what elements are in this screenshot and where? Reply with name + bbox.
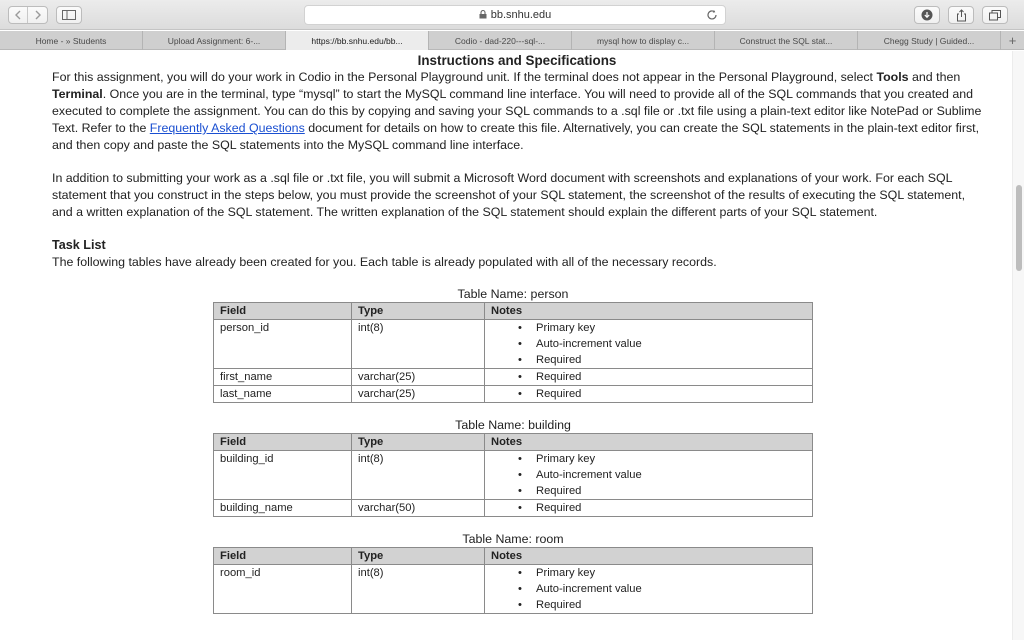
- type-cell: varchar(25): [352, 369, 485, 386]
- instructions-paragraph: [52, 69, 982, 154]
- reload-icon[interactable]: [706, 9, 718, 21]
- table-header-row: [214, 303, 813, 320]
- tab-construct-sql[interactable]: Construct the SQL stat...: [715, 31, 858, 50]
- type-cell: int(8): [352, 451, 485, 500]
- faq-link[interactable]: Frequently Asked Questions: [149, 121, 305, 135]
- vertical-scrollbar[interactable]: [1012, 51, 1024, 640]
- terminal-label: Terminal: [52, 87, 103, 101]
- text-run: document for details on how to create this file. Alternatively, you can create the SQL statements in the plain-text editor first, and then copy and paste the SQL statements into the MySQL command line interface.: [52, 121, 980, 152]
- table-header-row: [214, 434, 813, 451]
- building-table: [213, 433, 813, 517]
- tabs-overview-icon: [989, 10, 1001, 21]
- field-cell: person_id: [214, 320, 352, 369]
- building-table-caption: Table Name: building: [455, 418, 571, 432]
- notes-header: Notes: [485, 434, 813, 451]
- notes-list: [491, 369, 806, 385]
- note-item: • Required: [519, 352, 806, 368]
- sidebar-icon: [62, 10, 76, 20]
- type-header: Type: [352, 548, 485, 565]
- field-cell: last_name: [214, 386, 352, 403]
- notes-header: Notes: [485, 548, 813, 565]
- note-item: • Required: [519, 386, 806, 402]
- notes-list: [491, 451, 806, 499]
- notes-cell: [485, 320, 813, 369]
- type-cell: int(8): [352, 320, 485, 369]
- note-item: • Required: [519, 483, 806, 499]
- text-run: and then: [908, 70, 961, 84]
- note-item: • Primary key: [519, 451, 806, 467]
- table-row: [214, 320, 813, 369]
- text-run: For this assignment, you will do your work in Codio in the Personal Playground unit. If the terminal does not appear in the Personal Playground, select: [52, 70, 877, 84]
- share-button[interactable]: [948, 6, 974, 24]
- notes-header: Notes: [485, 303, 813, 320]
- person-table: [213, 302, 813, 403]
- text-run: . Once you are in the terminal, type “mysql” to start the MySQL command line interface. You will need to provide all of the SQL commands that you created and executed to complete the assignment. You can do this by copying and saving your SQL commands to a .sql file or .txt file using a plain-text editor like NotePad or Sublime Text. Refer to the: [52, 87, 982, 135]
- room-table-caption: Table Name: room: [462, 532, 564, 546]
- notes-cell: [485, 500, 813, 517]
- address-text: [305, 9, 725, 21]
- lock-icon: [479, 10, 487, 19]
- note-item: • Primary key: [519, 320, 806, 336]
- task-list-intro: The following tables have already been created for you. Each table is already populated with all of the necessary records.: [52, 255, 717, 269]
- sidebar-toggle-button[interactable]: [56, 6, 82, 24]
- notes-list: [491, 386, 806, 402]
- table-row: [214, 500, 813, 517]
- table-row: [214, 386, 813, 403]
- note-item: • Required: [519, 369, 806, 385]
- field-cell: building_name: [214, 500, 352, 517]
- note-item: • Auto-increment value: [519, 581, 806, 597]
- url-text: bb.snhu.edu: [490, 9, 552, 21]
- field-header: Field: [214, 434, 352, 451]
- tab-mysql-display[interactable]: mysql how to display c...: [572, 31, 715, 50]
- browser-toolbar: [0, 0, 1024, 30]
- assignment-document: [52, 51, 982, 614]
- tab-bb-snhu-active[interactable]: https://bb.snhu.edu/bb...: [286, 31, 429, 50]
- field-header: Field: [214, 548, 352, 565]
- back-button[interactable]: [9, 7, 28, 23]
- notes-cell: [485, 565, 813, 614]
- notes-cell: [485, 369, 813, 386]
- new-tab-button[interactable]: +: [1008, 32, 1017, 48]
- note-item: • Primary key: [519, 565, 806, 581]
- person-table-caption: Table Name: person: [457, 287, 569, 301]
- tools-label: Tools: [876, 70, 909, 84]
- share-icon: [956, 9, 967, 22]
- tab-bar: [0, 31, 1024, 50]
- note-item: • Required: [519, 500, 806, 516]
- table-row: [214, 565, 813, 614]
- task-list-heading: Task List: [52, 238, 106, 252]
- tab-upload-assignment[interactable]: Upload Assignment: 6-...: [143, 31, 286, 50]
- field-cell: building_id: [214, 451, 352, 500]
- field-header: Field: [214, 303, 352, 320]
- type-header: Type: [352, 434, 485, 451]
- notes-list: [491, 500, 806, 516]
- table-row: [214, 369, 813, 386]
- tab-home-students[interactable]: Home - » Students: [0, 31, 143, 50]
- show-tabs-button[interactable]: [982, 6, 1008, 24]
- type-cell: int(8): [352, 565, 485, 614]
- table-row: [214, 451, 813, 500]
- scrollbar-thumb[interactable]: [1016, 185, 1022, 271]
- nav-buttons: [8, 6, 48, 24]
- notes-list: [491, 320, 806, 368]
- table-header-row: [214, 548, 813, 565]
- address-bar[interactable]: [304, 5, 726, 25]
- room-table: [213, 547, 813, 614]
- type-header: Type: [352, 303, 485, 320]
- tab-codio[interactable]: Codio - dad-220---sql-...: [429, 31, 572, 50]
- notes-cell: [485, 386, 813, 403]
- chevron-left-icon: [14, 10, 22, 20]
- type-cell: varchar(50): [352, 500, 485, 517]
- field-cell: room_id: [214, 565, 352, 614]
- download-icon: [921, 9, 933, 21]
- note-item: • Required: [519, 597, 806, 613]
- notes-cell: [485, 451, 813, 500]
- note-item: • Auto-increment value: [519, 467, 806, 483]
- page-content: [0, 51, 1012, 640]
- type-cell: varchar(25): [352, 386, 485, 403]
- tab-chegg-study[interactable]: Chegg Study | Guided...: [858, 31, 1001, 50]
- downloads-button[interactable]: [914, 6, 940, 24]
- page-title: Instructions and Specifications: [417, 53, 617, 68]
- field-cell: first_name: [214, 369, 352, 386]
- submission-paragraph: In addition to submitting your work as a .sql file or .txt file, you will submit a Microsoft Word document with screenshots and explanations of your work. For each SQL statement that you construct in the steps below, you must provide the screenshot of your SQL statement, the screenshot of the results of executing the SQL statement, and a written explanation of the SQL statement. The written explanation of the SQL statement should explain the different parts of your SQL statement.: [52, 171, 966, 219]
- forward-button[interactable]: [28, 7, 47, 23]
- note-item: • Auto-increment value: [519, 336, 806, 352]
- chevron-right-icon: [34, 10, 42, 20]
- notes-list: [491, 565, 806, 613]
